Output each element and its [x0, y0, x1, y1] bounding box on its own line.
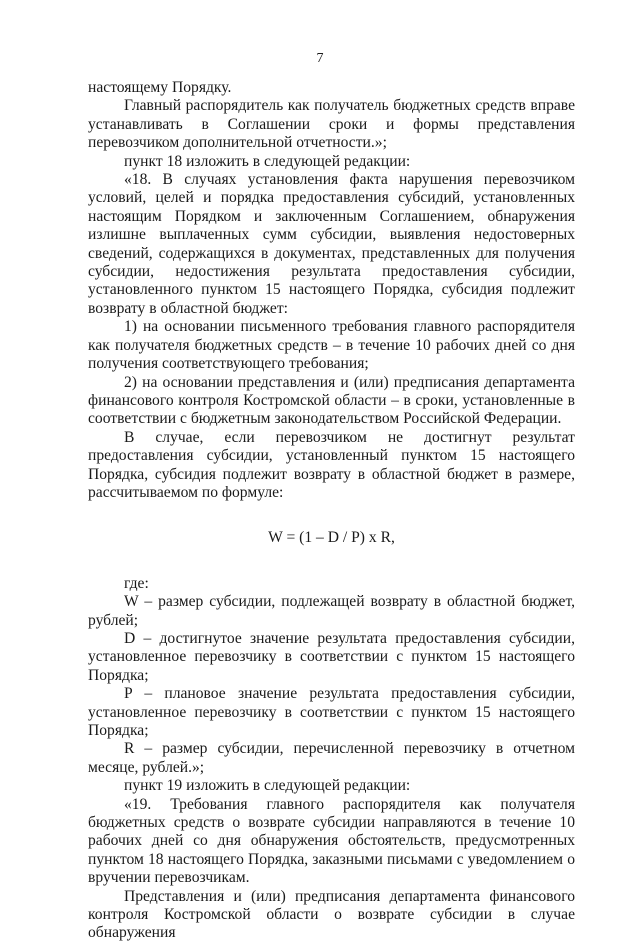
paragraph-continuation: настоящему Порядку. [88, 79, 232, 96]
paragraph-subitem-1: 1) на основании письменного требования главного распорядителя как получателя бюджетных средств – в течение 10 рабочих дней со дня получения соответствующего требования; [88, 318, 575, 373]
definition-r: R – размер субсидии, перечисленной перевозчику в отчетном месяце, рублей.»; [88, 740, 575, 776]
paragraph-where: где: [124, 574, 149, 592]
paragraph-item-19-intro: пункт 19 изложить в следующей редакции: [124, 777, 411, 795]
paragraph-reporting: Главный распорядитель как получатель бюджетных средств вправе устанавливать в Соглашении сроки и формы представления перевозчиком дополнительной отчетности.»; [88, 97, 575, 152]
formula: W = (1 – D / P) x R, [268, 529, 395, 547]
paragraph-subitem-2: 2) на основании представления и (или) предписания департамента финансового контроля Костромской области – в сроки, установленные в соответствии с бюджетным законодательством Российской Федерации. [88, 373, 575, 428]
definition-w: W – размер субсидии, подлежащей возврату в областной бюджет, рублей; [88, 593, 575, 629]
page-number: 7 [316, 51, 324, 66]
paragraph-item-19: «19. Требования главного распорядителя как получателя бюджетных средств о возврате субсидии направляются в течение 10 рабочих дней со дня обнаружения обстоятельств, предусмотренных пунктом 18 настоящего Порядка, заказными письмами с уведомлением о вручении перевозчикам. [88, 795, 575, 887]
paragraph-item-18-intro: пункт 18 изложить в следующей редакции: [124, 152, 411, 170]
definition-d: D – достигнутое значение результата предоставления субсидии, установленное перевозчику в соответствии с пунктом 15 настоящего Порядка; [88, 629, 575, 684]
paragraph-item-18: «18. В случаях установления факта нарушения перевозчиком условий, целей и порядка предоставления субсидий, установленных настоящим Порядком и заключенным Соглашением, обнаружения излишне выплаченных сумм субсидии, выявления недостоверных сведений, содержащихся в документах, представленных для получения субсидии, недостижения результата предоставления субсидии, установленного пунктом 15 настоящего Порядка, субсидия подлежит возврату в областной бюджет: [88, 171, 575, 317]
paragraph-result-not-achieved: В случае, если перевозчиком не достигнут результат предоставления субсидии, установленный пунктом 15 настоящего Порядка, субсидия подлежит возврату в областной бюджет в размере, рассчитываемом по формуле: [88, 428, 575, 501]
paragraph-representations: Представления и (или) предписания департамента финансового контроля Костромской области о возврате субсидии в случае обнаружения [88, 887, 575, 942]
document-body [88, 79, 575, 943]
definition-p: P – плановое значение результата предоставления субсидии, установленное перевозчику в соответствии с пунктом 15 настоящего Порядка; [88, 685, 575, 739]
